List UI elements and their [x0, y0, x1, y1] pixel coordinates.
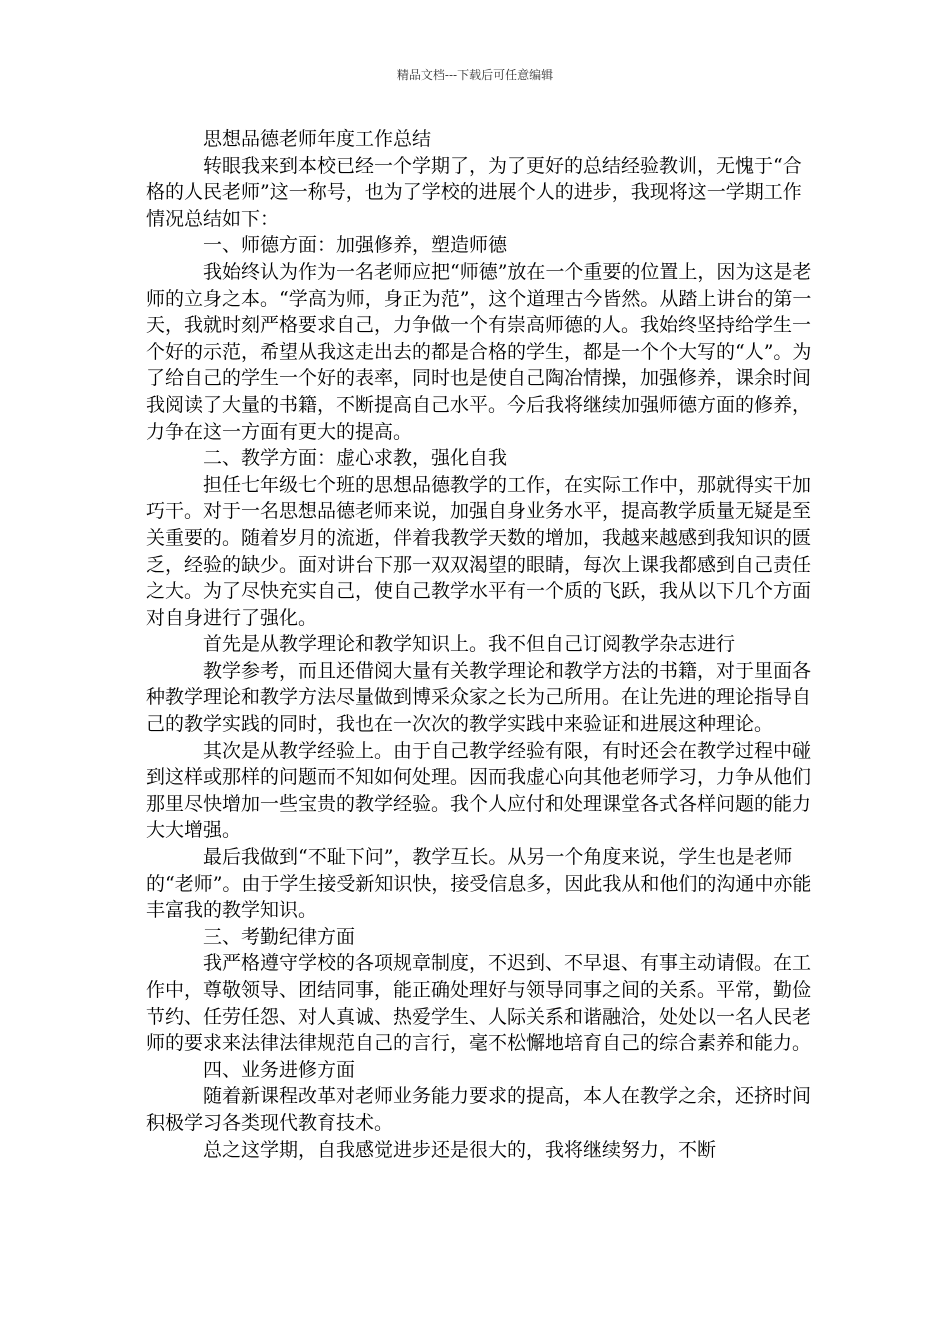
section-heading-3: 三、考勤纪律方面 — [203, 925, 356, 948]
paragraph: 首先是从教学理论和教学知识上。我不但自己订阅教学杂志进行 — [203, 633, 736, 656]
paragraph-intro: 转眼我来到本校已经一个学期了，为了更好的总结经验教训，无愧于“合格的人民老师”这一称号，也为了学校的进展个人的进步，我现将这一学期工作情况总结如下： — [146, 154, 802, 230]
section-heading-2: 二、教学方面：虚心求教，强化自我 — [203, 447, 508, 470]
paragraph: 其次是从教学经验上。由于自己教学经验有限，有时还会在教学过程中碰到这样或那样的问题而不知如何处理。因而我虚心向其他老师学习，力争从他们那里尽快增加一些宝贵的教学经验。我个人应付和处理课堂各式各样问题的能力大大增强。 — [146, 739, 812, 842]
paragraph: 我严格遵守学校的各项规章制度，不迟到、不早退、有事主动请假。在工作中，尊敬领导、团结同事，能正确处理好与领导同事之间的关系。平常，勤俭节约、任劳任怨、对人真诚、热爱学生、人际关系和谐融洽，处处以一名人民老师的要求来法律法律规范自己的言行，毫不松懈地培育自己的综合素养和能力。 — [146, 952, 812, 1055]
section-heading-1: 一、师德方面：加强修养，塑造师德 — [203, 234, 508, 257]
paragraph: 我始终认为作为一名老师应把“师德”放在一个重要的位置上，因为这是老师的立身之本。“学高为师，身正为范”，这个道理古今皆然。从踏上讲台的第一天，我就时刻严格要求自己，力争做一个有崇高师德的人。我始终坚持给学生一个好的示范，希望从我这走出去的都是合格的学生，都是一个个大写的“人”。为了给自己的学生一个好的表率，同时也是使自己陶冶情操，加强修养，课余时间我阅读了大量的书籍，不断提高自己水平。今后我将继续加强师德方面的修养，力争在这一方面有更大的提高。 — [146, 260, 812, 443]
doc-title: 思想品德老师年度工作总结 — [203, 128, 432, 150]
section-heading-4: 四、业务进修方面 — [203, 1058, 356, 1081]
paragraph: 最后我做到“不耻下问”，教学互长。从另一个角度来说，学生也是老师的“老师”。由于学生接受新知识快，接受信息多，因此我从和他们的沟通中亦能丰富我的教学知识。 — [146, 846, 812, 922]
paragraph: 担任七年级七个班的思想品德教学的工作，在实际工作中，那就得实干加巧干。对于一名思想品德老师来说，加强自身业务水平，提高教学质量无疑是至关重要的。随着岁月的流逝，伴着我教学天数的增加，我越来越感到我知识的匮乏，经验的缺少。面对讲台下那一双双渴望的眼睛，每次上课我都感到自己责任之大。为了尽快充实自己，使自己教学水平有一个质的飞跃，我从以下几个方面对自身进行了强化。 — [146, 473, 812, 629]
page-header: 精品文档---下载后可任意编辑 — [396, 68, 554, 82]
paragraph: 随着新课程改革对老师业务能力要求的提高，本人在教学之余，还挤时间积极学习各类现代教育技术。 — [146, 1085, 812, 1134]
paragraph: 教学参考，而且还借阅大量有关教学理论和教学方法的书籍，对于里面各种教学理论和教学方法尽量做到博采众家之长为己所用。在让先进的理论指导自己的教学实践的同时，我也在一次次的教学实践中来验证和进展这种理论。 — [146, 659, 812, 736]
paragraph-closing: 总之这学期，自我感觉进步还是很大的，我将继续努力，不断 — [203, 1138, 717, 1161]
document-body — [146, 126, 812, 1163]
